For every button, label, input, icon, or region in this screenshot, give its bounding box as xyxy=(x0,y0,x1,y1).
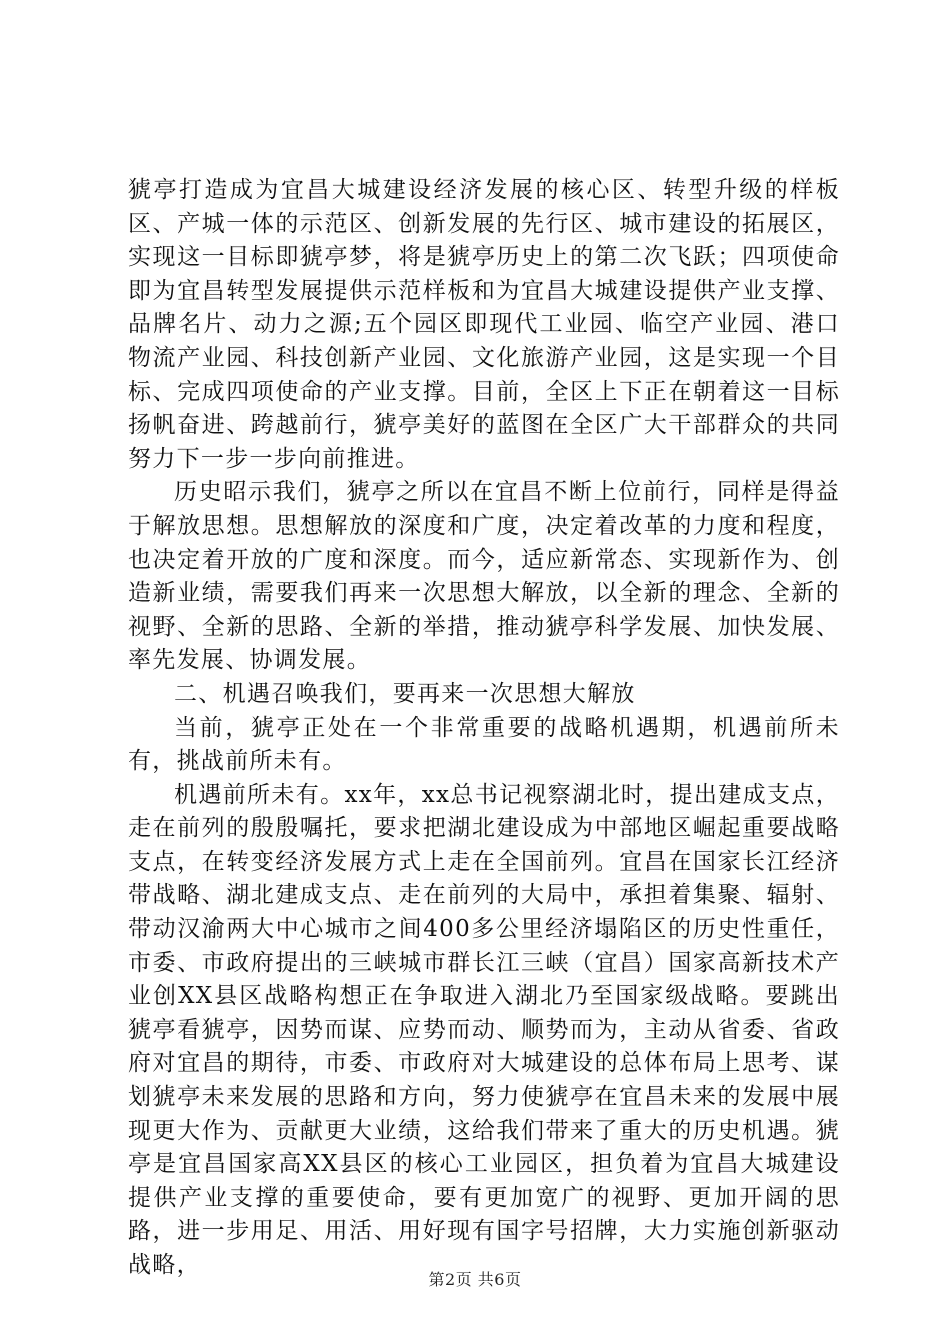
section-heading: 二、机遇召唤我们，要再来一次思想大解放 xyxy=(174,680,636,707)
paragraph-history: 历史昭示我们，猇亭之所以在宜昌不断上位前行，同样是得益于解放思想。思想解放的深度和广度，决定着改革的力度和程度，也决定着开放的广度和深度。而今，适应新常态、实现新作为、创造新业绩，需要我们再来一次思想大解放，以全新的理念、全新的视野、全新的思路、全新的举措，推动猇亭科学发展、加快发展、率先发展、协调发展。 xyxy=(128,479,840,674)
paragraph-opportunity: 机遇前所未有。xx年，xx总书记视察湖北时，提出建成支点，走在前列的殷殷嘱托，要求把湖北建设成为中部地区崛起重要战略支点，在转变经济发展方式上走在全国前列。宜昌在国家长江经济带战略、湖北建成支点、走在前列的大局中，承担着集聚、辐射、带动汉渝两大中心城市之间400多公里经济塌陷区的历史性重任，市委、市政府提出的三峡城市群长江三峡（宜昌）国家高新技术产业创XX县区战略构想正在争取进入湖北乃至国家级战略。要跳出猇亭看猇亭，因势而谋、应势而动、顺势而为，主动从省委、省政府对宜昌的期待，市委、市政府对大城建设的总体布局上思考、谋划猇亭未来发展的思路和方向，努力使猇亭在宜昌未来的发展中展现更大作为、贡献更大业绩，这给我们带来了重大的历史机遇。猇亭是宜昌国家高XX县区的核心工业园区，担负着为宜昌大城建设提供产业支撑的重要使命，要有更加宽广的视野、更加开阔的思路，进一步用足、用活、用好现有国字号招牌，大力实施创新驱动战略， xyxy=(128,781,840,1278)
paragraph-current: 当前，猇亭正处在一个非常重要的战略机遇期，机遇前所未有，挑战前所未有。 xyxy=(128,714,840,775)
page-footer: 第2页 共6页 xyxy=(428,1270,522,1289)
document-body xyxy=(128,174,840,1283)
paragraph-continuation: 猇亭打造成为宜昌大城建设经济发展的核心区、转型升级的样板区、产城一体的示范区、创新发展的先行区、城市建设的拓展区，实现这一目标即猇亭梦，将是猇亭历史上的第二次飞跃；四项使命即为宜昌转型发展提供示范样板和为宜昌大城建设提供产业支撑、品牌名片、动力之源;五个园区即现代工业园、临空产业园、港口物流产业园、科技创新产业园、文化旅游产业园，这是实现一个目标、完成四项使命的产业支撑。目前，全区上下正在朝着这一目标扬帆奋进、跨越前行，猇亭美好的蓝图在全区广大干部群众的共同努力下一步一步向前推进。 xyxy=(128,177,840,472)
